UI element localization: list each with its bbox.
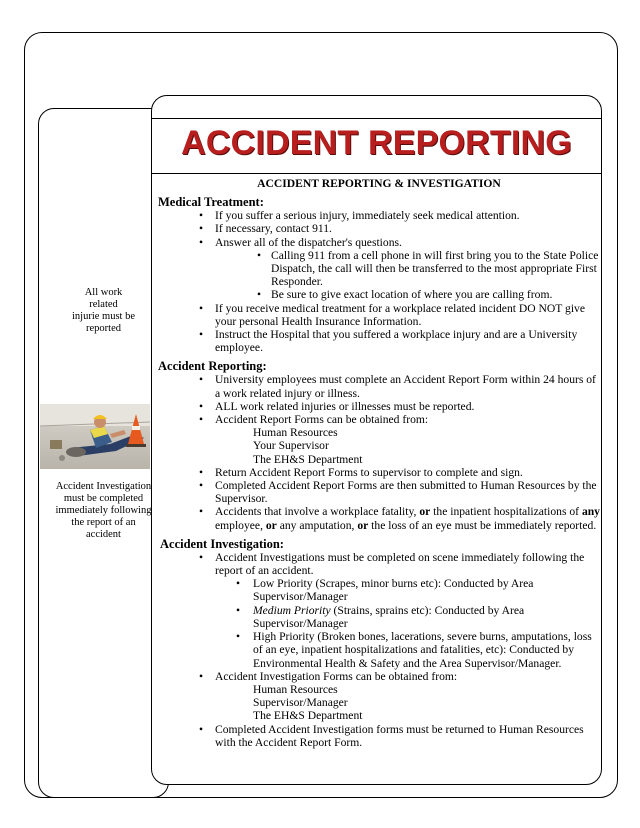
list-item: • Accident Report Forms can be obtained from: — [158, 413, 600, 426]
list-item: • If you receive medical treatment for a workplace related incident DO NOT give your personal Health Insurance Information. — [158, 302, 600, 328]
report-form-source: The EH&S Department — [253, 452, 363, 466]
list-item: • Accident Investigation Forms can be obtained from: — [158, 670, 600, 683]
priority-low: • Low Priority (Scrapes, minor burns etc): Conducted by Area Supervisor/Manager — [158, 577, 600, 603]
priority-high: • High Priority (Broken bones, lacerations, severe burns, amputations, loss of an eye, inpatient hospitalizations and fatalities, etc): Conducted by Environmental Health & Safety and the Area Supervisor/Manager. — [158, 630, 600, 670]
report-form-source: Your Supervisor — [253, 439, 329, 453]
reporting-list — [158, 373, 600, 426]
injured-worker-photo — [40, 404, 150, 469]
list-item: • Completed Accident Report Forms are then submitted to Human Resources by the Supervisor. — [158, 479, 600, 505]
sidebar-note-investigation: Accident Investigation must be completed immediately following the report of an accident — [55, 481, 152, 540]
list-item: • University employees must complete an Accident Report Form within 24 hours of a work related injury or illness. — [158, 373, 600, 399]
priority-medium: • Medium Priority (Strains, sprains etc): Conducted by Area Supervisor/Manager — [158, 604, 600, 630]
list-item: • If you suffer a serious injury, immediately seek medical attention. — [158, 209, 600, 222]
section-heading-medical: Medical Treatment: — [158, 195, 264, 210]
report-form-source: Human Resources — [253, 426, 338, 440]
page-title: ACCIDENT REPORTING — [181, 124, 572, 162]
investigation-form-source: The EH&S Department — [253, 709, 363, 723]
investigation-form-source: Human Resources — [253, 682, 338, 696]
list-item: • Return Accident Report Forms to supervisor to complete and sign. — [158, 466, 600, 479]
section-heading-investigation: Accident Investigation: — [160, 536, 284, 551]
content-body — [158, 177, 600, 749]
sidebar-note-reporting: All work related injurie must be reported — [72, 287, 135, 334]
list-item: • Instruct the Hospital that you suffered a workplace injury and are a University employee. — [158, 328, 600, 354]
list-item: • Calling 911 from a cell phone in will first bring you to the State Police Dispatch, the call will then be transferred to the most appropriate First Responder. — [158, 249, 600, 289]
list-item: • Be sure to give exact location of where you are calling from. — [158, 288, 600, 301]
list-item-fatality: • Accidents that involve a workplace fatality, or the inpatient hospitalizations of any employee, or any amputation, or the loss of an eye must be immediately reported. — [158, 505, 600, 531]
list-item: • Accident Investigations must be completed on scene immediately following the report of an accident. — [158, 551, 600, 577]
list-item: • Completed Accident Investigation forms must be returned to Human Resources with the Accident Report Form. — [158, 723, 600, 749]
document-subtitle: ACCIDENT REPORTING & INVESTIGATION — [257, 177, 501, 190]
list-item: • Answer all of the dispatcher's questions. — [158, 236, 600, 249]
investigation-form-source: Supervisor/Manager — [253, 696, 348, 710]
investigation-list — [158, 551, 600, 683]
list-item: • If necessary, contact 911. — [158, 222, 600, 235]
medical-list — [158, 209, 600, 354]
list-item: • ALL work related injuries or illnesses must be reported. — [158, 400, 600, 413]
section-heading-reporting: Accident Reporting: — [158, 359, 267, 374]
